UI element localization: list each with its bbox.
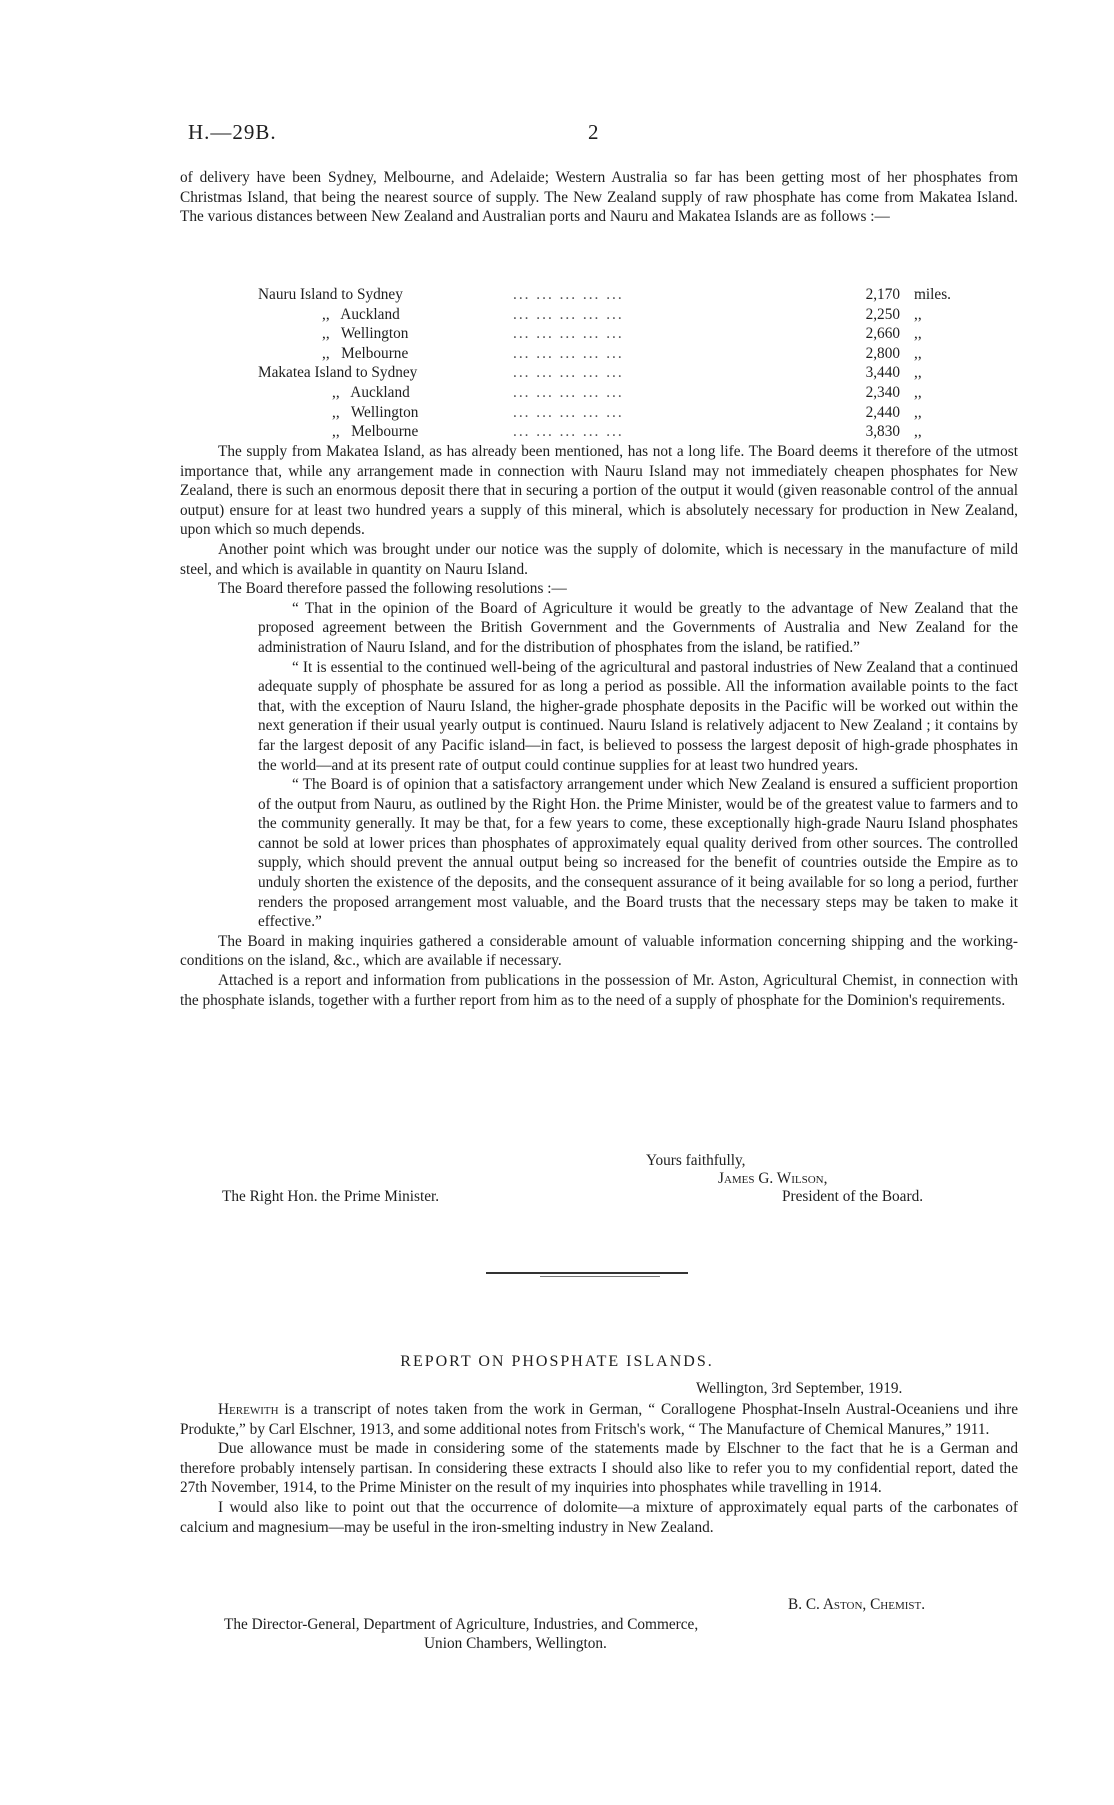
signatory-name: James G. Wilson, [718,1170,828,1187]
distance-place: Nauru Island to Sydney [258,286,403,303]
dot-leader: ... ... ... ... ... [513,286,624,303]
closing-line: Yours faithfully, [646,1152,746,1169]
distance-unit: ,, [914,344,922,362]
resolution-paragraph: “ That in the opinion of the Board of Agriculture it would be greatly to the advantage of New Zealand that the proposed agreement between the British Government and the Governments of Australia and New Zealand for the administration of Nauru Island, and for the distribution of phosphates from the island, be ratified.” [258,599,1018,656]
dot-leader: ... ... ... ... ... [513,325,624,343]
dot-leader: ... ... ... ... ... [513,383,624,401]
distance-unit: ,, [914,325,922,343]
section-divider-secondary [540,1276,660,1277]
body-paragraph: The Board in making inquiries gathered a considerable amount of valuable information concerning shipping and the working-conditions on the island, &c., which are available if necessary. [180,932,1018,970]
report-body [180,1400,1018,1537]
body-paragraph: The Board therefore passed the following resolutions :— [218,580,567,598]
distance-unit: ,, [914,423,922,441]
intro-paragraph: of delivery have been Sydney, Melbourne, and Adelaide; Western Australia so far has been getting most of her phosphates from Christmas Island, that being the nearest source of supply. The New Zealand supply of raw phosphate has come from Makatea Island. The various distances between New Zealand and Australian ports and Nauru and Makatea Islands are as follows :— [180,169,1018,226]
distance-place: ,, Auckland [322,305,400,323]
intro-block [180,168,1018,227]
distance-unit: ,, [914,383,922,401]
report-signer: B. C. Aston, Chemist. [788,1596,926,1613]
document-reference: H.—29B. [188,120,277,144]
section-divider [486,1272,688,1274]
dot-leader: ... ... ... ... ... [513,364,624,382]
distance-miles: 3,440 [865,364,900,382]
distance-miles: 2,800 [865,344,900,362]
distance-place: ,, Wellington [332,403,419,421]
distance-miles: 2,440 [865,403,900,421]
body-block [180,442,1018,1010]
distance-place: ,, Melbourne [322,344,409,362]
report-paragraph: I would also like to point out that the occurrence of dolomite—a mixture of approximately equal parts of the carbonates of calcium and magnesium—may be useful in the iron-smelting industry in New Zealand. [180,1498,1018,1536]
distance-unit: ,, [914,305,922,323]
page-number: 2 [588,120,599,144]
dot-leader: ... ... ... ... ... [513,305,624,323]
resolution-paragraph: “ The Board is of opinion that a satisfactory arrangement under which New Zealand is ensured a sufficient proportion of the output from Nauru, as outlined by the Right Hon. the Prime Minister, would be of the greatest value to farmers and to the community generally. It may be that, for a few years to come, these exceptionally high-grade Nauru Island phosphates cannot be sold at lower prices than phosphates of approximately equal quality derived from other sources. The controlled supply, which should prevent the annual output being so increased for the benefit of countries outside the Empire as to unduly shorten the existence of the deposits, and the consequent assurance of it being available for so long a period, further renders the proposed arrangement most valuable, and the Board trusts that the necessary steps may be taken to make it effective.” [258,776,1018,931]
distance-unit: ,, [914,403,922,421]
report-paragraph-text: is a transcript of notes taken from the work in German, “ Corallogene Phosphat-Inseln Austral-Oceaniens und ihre Produkte,” by Carl Elschner, 1913, and some additional notes from Fritsch's work, “ The Manufacture of Chemical Manures,” 1911. [180,1401,1018,1438]
distance-unit: miles. [914,286,951,303]
distance-unit: ,, [914,364,922,382]
body-paragraph: Attached is a report and information from publications in the possession of Mr. Aston, Agricultural Chemist, in connection with the phosphate islands, together with a further report from him as to the need of a supply of phosphate for the Dominion's requirements. [180,972,1018,1009]
distance-miles: 2,250 [865,305,900,323]
report-addressee-address: Union Chambers, Wellington. [424,1635,607,1652]
report-date: Wellington, 3rd September, 1919. [696,1380,903,1397]
distance-miles: 2,340 [865,383,900,401]
body-paragraph: Another point which was brought under our notice was the supply of dolomite, which is necessary in the manufacture of mild steel, and which is available in quantity on Nauru Island. [180,540,1018,578]
distance-place: Makatea Island to Sydney [258,364,418,382]
distance-miles: 2,660 [865,325,900,343]
distance-place: ,, Melbourne [332,423,419,441]
report-addressee: The Director-General, Department of Agriculture, Industries, and Commerce, [224,1616,699,1633]
distance-place: ,, Wellington [322,325,409,343]
distance-miles: 3,830 [865,423,900,441]
addressee: The Right Hon. the Prime Minister. [222,1188,440,1205]
body-paragraph: The supply from Makatea Island, as has already been mentioned, has not a long life. The Board deems it therefore of the utmost importance that, while any arrangement made in connection with Nauru Island may not immediately cheapen phosphates for New Zealand, there is such an enormous deposit there that in securing a portion of the output it would (given reasonable control of the annual output) ensure for at least two hundred years a supply of this mineral, which is absolutely necessary for production in New Zealand, upon which so much depends. [180,443,1018,539]
distance-miles: 2,170 [865,286,900,303]
resolution-paragraph: “ It is essential to the continued well-being of the agricultural and pastoral industries of New Zealand that a continued adequate supply of phosphate be assured for as long a period as possible. All the information available points to the fact that, with the exception of Nauru Island, the higher-grade phosphate deposits in the Pacific will be worked out within the next generation if their usual yearly output is continued. Nauru Island is relatively adjacent to New Zealand ; it contains by far the largest deposit of any Pacific island—in fact, is believed to possess the largest deposit of high-grade phosphates in the world—and at its present rate of output could continue supplies for at least two hundred years. [258,658,1018,774]
report-lead-word: Herewith [218,1401,279,1418]
report-title: REPORT ON PHOSPHATE ISLANDS. [400,1353,714,1370]
dot-leader: ... ... ... ... ... [513,344,624,362]
signatory-title: President of the Board. [782,1188,924,1205]
dot-leader: ... ... ... ... ... [513,423,624,441]
distance-place: ,, Auckland [332,383,410,401]
dot-leader: ... ... ... ... ... [513,403,624,421]
report-paragraph [180,1400,1018,1439]
report-paragraph: Due allowance must be made in considering some of the statements made by Elschner to the fact that he is a German and therefore probably intensely partisan. In considering these extracts I should also like to refer you to my confidential report, dated the 27th November, 1914, to the Prime Minister on the result of my inquiries into phosphates while travelling in 1914. [180,1440,1018,1497]
